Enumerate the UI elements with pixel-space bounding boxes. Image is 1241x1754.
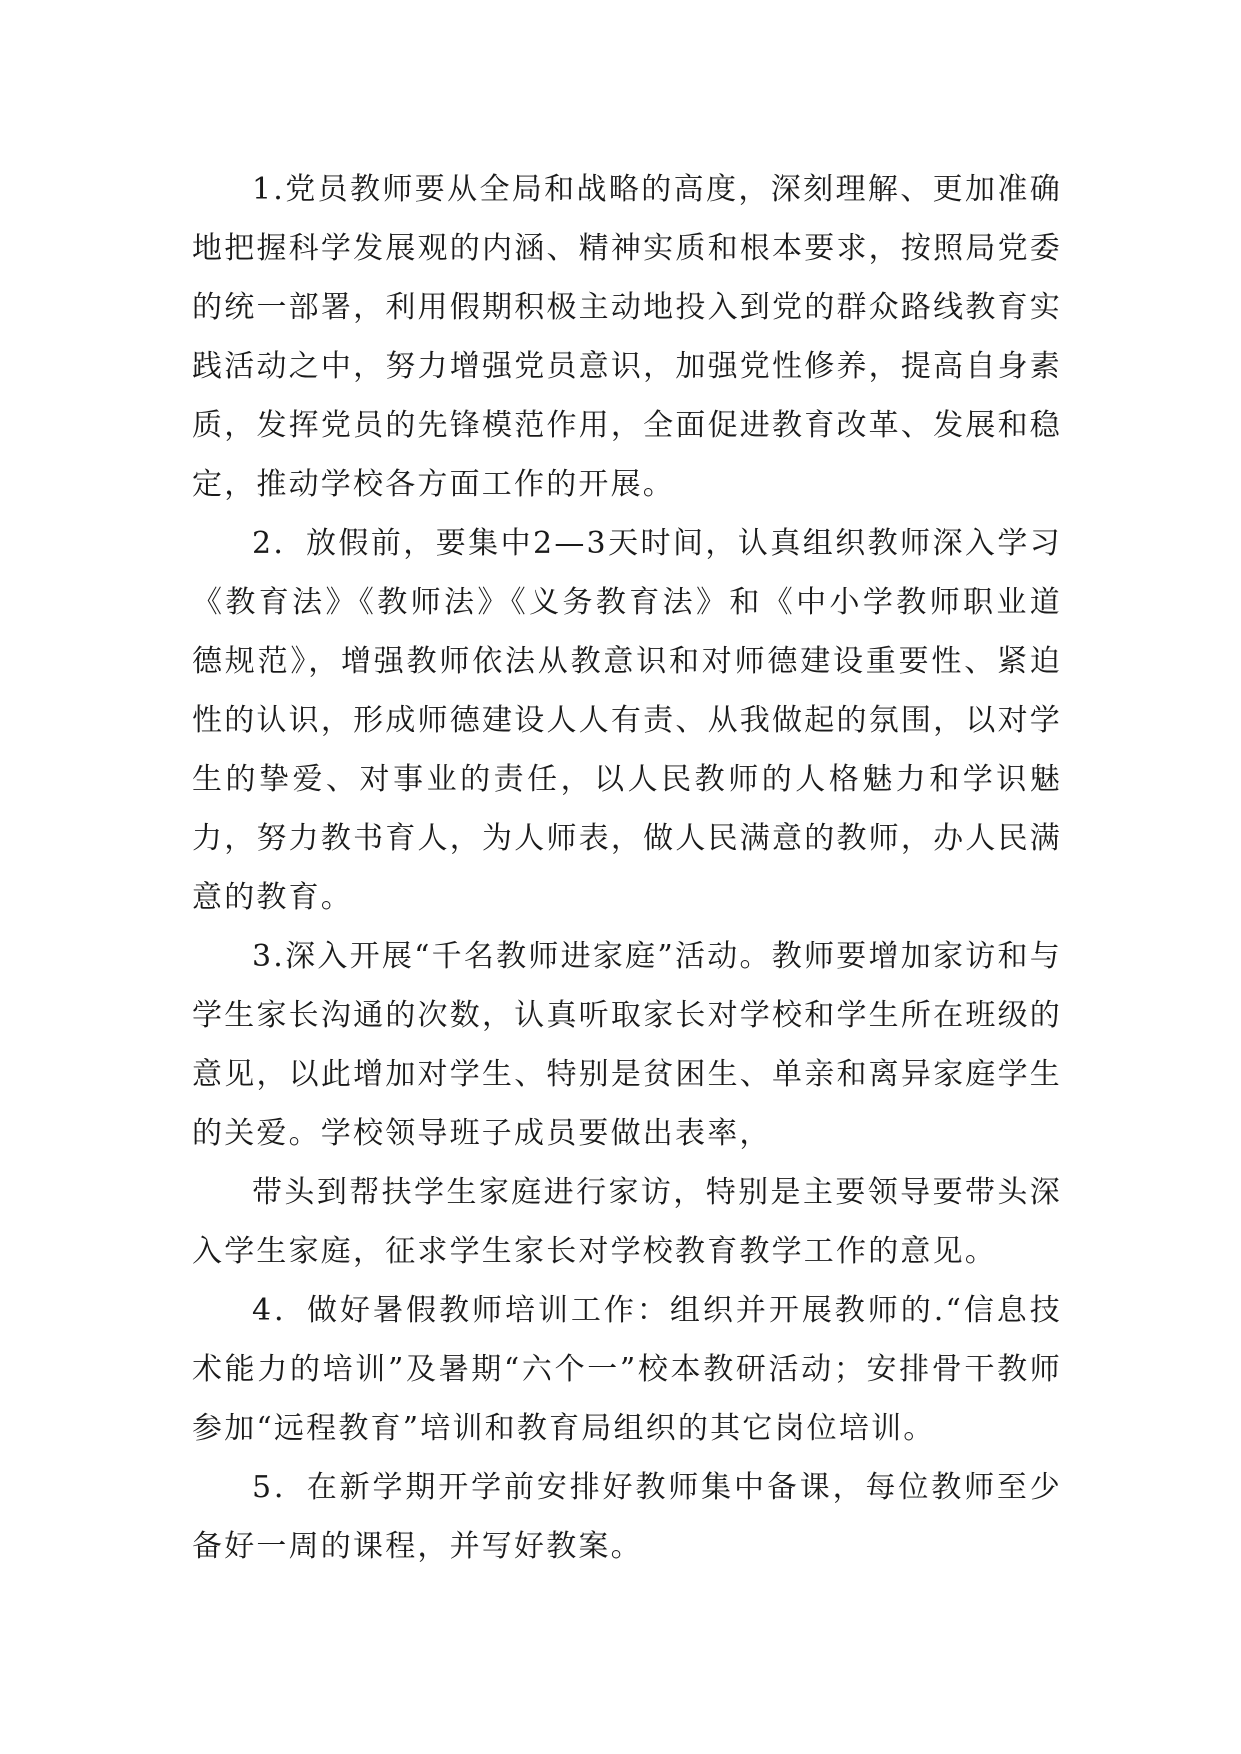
paragraph-home-visits: 3.深入开展“千名教师进家庭”活动。教师要增加家访和与学生家长沟通的次数，认真听取家长对学校和学生所在班级的意见，以此增加对学生、特别是贫困生、单亲和离异家庭学生的关爱。学校领导班子成员要做出表率， [192, 939, 1062, 1151]
paragraph-leader-home-visits: 带头到帮扶学生家庭进行家访，特别是主要领导要带头深入学生家庭，征求学生家长对学校教育教学工作的意见。 [192, 1175, 1062, 1269]
paragraph-pre-holiday-study: 2．放假前，要集中2—3天时间，认真组织教师深入学习《教育法》《教师法》《义务教育法》和《中小学教师职业道德规范》，增强教师依法从教意识和对师德建设重要性、紧迫性的认识，形成师德建设人人有责、从我做起的氛围，以对学生的挚爱、对事业的责任，以人民教师的人格魅力和学识魅力，努力教书育人，为人师表，做人民满意的教师，办人民满意的教育。 [192, 526, 1062, 915]
paragraph-party-member-teachers: 1.党员教师要从全局和战略的高度，深刻理解、更加准确地把握科学发展观的内涵、精神实质和根本要求，按照局党委的统一部署，利用假期积极主动地投入到党的群众路线教育实践活动之中，努力增强党员意识，加强党性修养，提高自身素质，发挥党员的先锋模范作用，全面促进教育改革、发展和稳定，推动学校各方面工作的开展。 [192, 172, 1062, 502]
paragraph-lesson-preparation: 5．在新学期开学前安排好教师集中备课，每位教师至少备好一周的课程，并写好教案。 [192, 1470, 1062, 1564]
document-body [192, 160, 1062, 1576]
paragraph-summer-training: 4．做好暑假教师培训工作：组织并开展教师的.“信息技术能力的培训”及暑期“六个一”校本教研活动；安排骨干教师参加“远程教育”培训和教育局组织的其它岗位培训。 [192, 1293, 1062, 1446]
